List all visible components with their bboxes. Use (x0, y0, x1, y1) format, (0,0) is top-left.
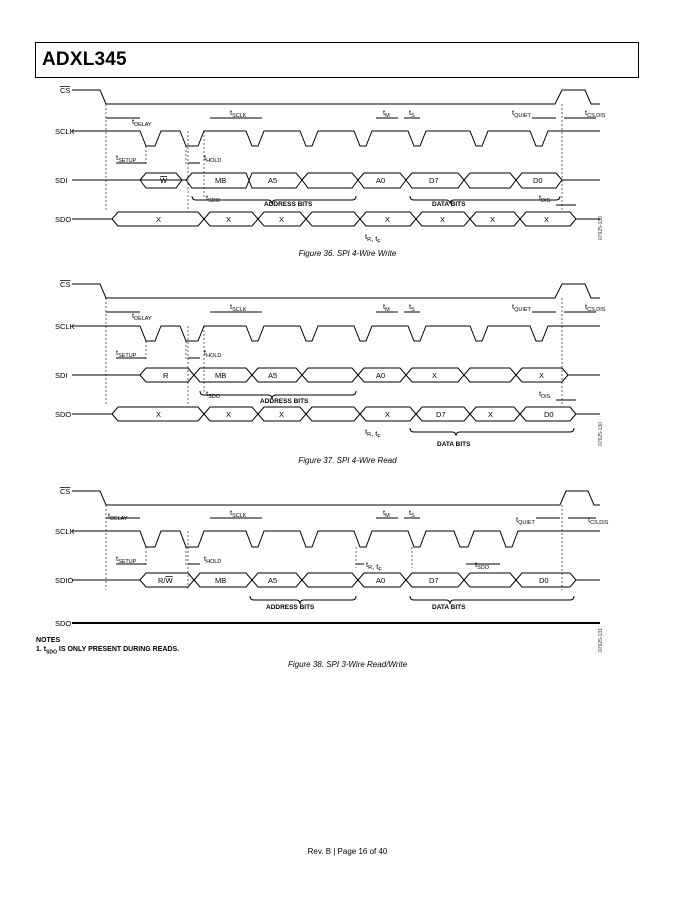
svg-text:SDO: SDO (55, 410, 72, 419)
svg-text:tSDO: $t_{SDO}$ (206, 193, 221, 204)
svg-text:tSCLK: $t_{SCLK}$ (230, 508, 247, 519)
svg-text:X: X (279, 215, 285, 224)
svg-text:R: R (163, 371, 169, 380)
svg-text:D0: D0 (539, 576, 549, 585)
svg-text:tR, tF: $t_R$, $t_F$ (365, 232, 381, 245)
svg-text:tSCLK: $t_{SCLK}$ (230, 302, 247, 313)
svg-text:tDELAY: $t_{DELAY}$ (132, 117, 152, 128)
svg-text:tSETUP: $t_{SETUP}$ (116, 348, 137, 359)
svg-text:tQUIET: $t_{QUIET}$ (516, 515, 535, 526)
svg-text:X: X (385, 215, 391, 224)
svg-text:tS: $t_S$ (409, 302, 415, 313)
svg-text:X: X (539, 371, 545, 380)
svg-text:tSCLK: $t_{SCLK}$ (230, 108, 247, 119)
svg-text:X: X (156, 410, 162, 419)
notes-item-1: 1. $t_{SDO}$ IS ONLY PRESENT DURING READS. (36, 646, 180, 656)
svg-text:tCS,DIS: $t_{CS,DIS}$ (588, 515, 609, 526)
figure-38-caption: Figure 38. SPI 3-Wire Read/Write (287, 660, 408, 669)
svg-text:tDIS: $t_{DIS}$ (539, 193, 551, 204)
svg-text:tCS,DIS: $t_{CS,DIS}$ (585, 108, 606, 119)
svg-text:tHOLD: $t_{HOLD}$ (204, 348, 222, 359)
svg-text:D7: D7 (429, 576, 439, 585)
figure-36-code: 07925-130 (598, 216, 604, 240)
svg-text:X: X (544, 215, 550, 224)
svg-text:SDO: SDO (55, 619, 72, 628)
svg-text:X: X (226, 410, 232, 419)
svg-text:ADDRESS BITS: ADDRESS BITS (260, 398, 309, 405)
svg-text:X: X (226, 215, 232, 224)
svg-text:MB: MB (215, 576, 227, 585)
svg-text:X: X (432, 371, 438, 380)
svg-text:D0: D0 (544, 410, 554, 419)
svg-text:CS: CS (60, 487, 71, 496)
svg-text:tSDO: $t_{SDO}$ (475, 560, 490, 571)
svg-text:A0: A0 (376, 576, 386, 585)
svg-text:tM: $t_M$ (383, 302, 390, 313)
sdo-x-36: X (156, 215, 162, 224)
svg-text:tDELAY: $t_{DELAY}$ (108, 511, 128, 522)
svg-text:X: X (440, 215, 446, 224)
bit-w-36: W (160, 176, 168, 185)
svg-text:tQUIET: $t_{QUIET}$ (512, 302, 531, 313)
address-bits-label-36: ADDRESS BITS (264, 201, 313, 208)
svg-text:tR, tF: $t_R$, $t_F$ (366, 560, 382, 573)
bit-d0-36: D0 (533, 176, 543, 185)
figure-38-code: 07925-131 (598, 628, 604, 652)
notes-heading: NOTES (36, 637, 61, 644)
svg-text:tS: $t_S$ (409, 108, 415, 119)
svg-text:tS: $t_S$ (409, 508, 415, 519)
bit-mb-36: MB (215, 176, 227, 185)
svg-text:D7: D7 (436, 410, 446, 419)
sclk-label-36: SCLK (55, 127, 75, 136)
svg-text:X: X (385, 410, 391, 419)
figure-36-caption: Figure 36. SPI 4-Wire Write (298, 249, 397, 258)
svg-text:tQUIET: $t_{QUIET}$ (512, 108, 531, 119)
svg-text:SCLK: SCLK (55, 322, 75, 331)
svg-text:X: X (490, 215, 496, 224)
data-bits-label-36: DATA BITS (432, 201, 466, 208)
notes (36, 636, 179, 657)
svg-text:tSDO: $t_{SDO}$ (206, 389, 221, 400)
svg-text:DATA BITS: DATA BITS (432, 604, 466, 611)
svg-text:R/W: R/W (158, 576, 173, 585)
sdi-label-36: SDI (55, 176, 68, 185)
svg-text:X: X (488, 410, 494, 419)
svg-text:A5: A5 (268, 371, 278, 380)
svg-text:tM: $t_M$ (383, 108, 390, 119)
figure-37-caption: Figure 37. SPI 4-Wire Read (298, 456, 397, 465)
svg-text:A5: A5 (268, 576, 278, 585)
cs-label-36: CS (60, 86, 71, 95)
svg-text:tDIS: $t_{DIS}$ (539, 389, 551, 400)
svg-text:tHOLD: $t_{HOLD}$ (204, 554, 222, 565)
svg-text:tSETUP: $t_{SETUP}$ (116, 554, 137, 565)
svg-text:SDI: SDI (55, 371, 68, 380)
svg-text:tR, tF: $t_R$, $t_F$ (365, 427, 381, 440)
bit-d7-36: D7 (429, 176, 439, 185)
svg-text:tCS,DIS: $t_{CS,DIS}$ (585, 302, 606, 313)
svg-text:tHOLD: $t_{HOLD}$ (204, 153, 222, 164)
svg-text:MB: MB (215, 371, 227, 380)
page-footer: Rev. B | Page 16 of 40 (307, 847, 388, 856)
svg-text:tM: $t_M$ (383, 508, 390, 519)
bit-a5-36: A5 (268, 176, 278, 185)
figure-37-code: 07925-130 (598, 422, 604, 446)
svg-text:SCLK: SCLK (55, 527, 75, 536)
svg-text:DATA BITS: DATA BITS (437, 441, 471, 448)
svg-text:CS: CS (60, 280, 71, 289)
svg-text:tDELAY: $t_{DELAY}$ (132, 311, 152, 322)
svg-text:X: X (279, 410, 285, 419)
bit-a0-36: A0 (376, 176, 386, 185)
svg-text:tSETUP: $t_{SETUP}$ (116, 153, 137, 164)
sdo-label-36: SDO (55, 215, 72, 224)
svg-text:SDIO: SDIO (55, 576, 74, 585)
document-title: ADXL345 (42, 49, 127, 70)
svg-text:ADDRESS BITS: ADDRESS BITS (266, 604, 315, 611)
svg-text:A0: A0 (376, 371, 386, 380)
